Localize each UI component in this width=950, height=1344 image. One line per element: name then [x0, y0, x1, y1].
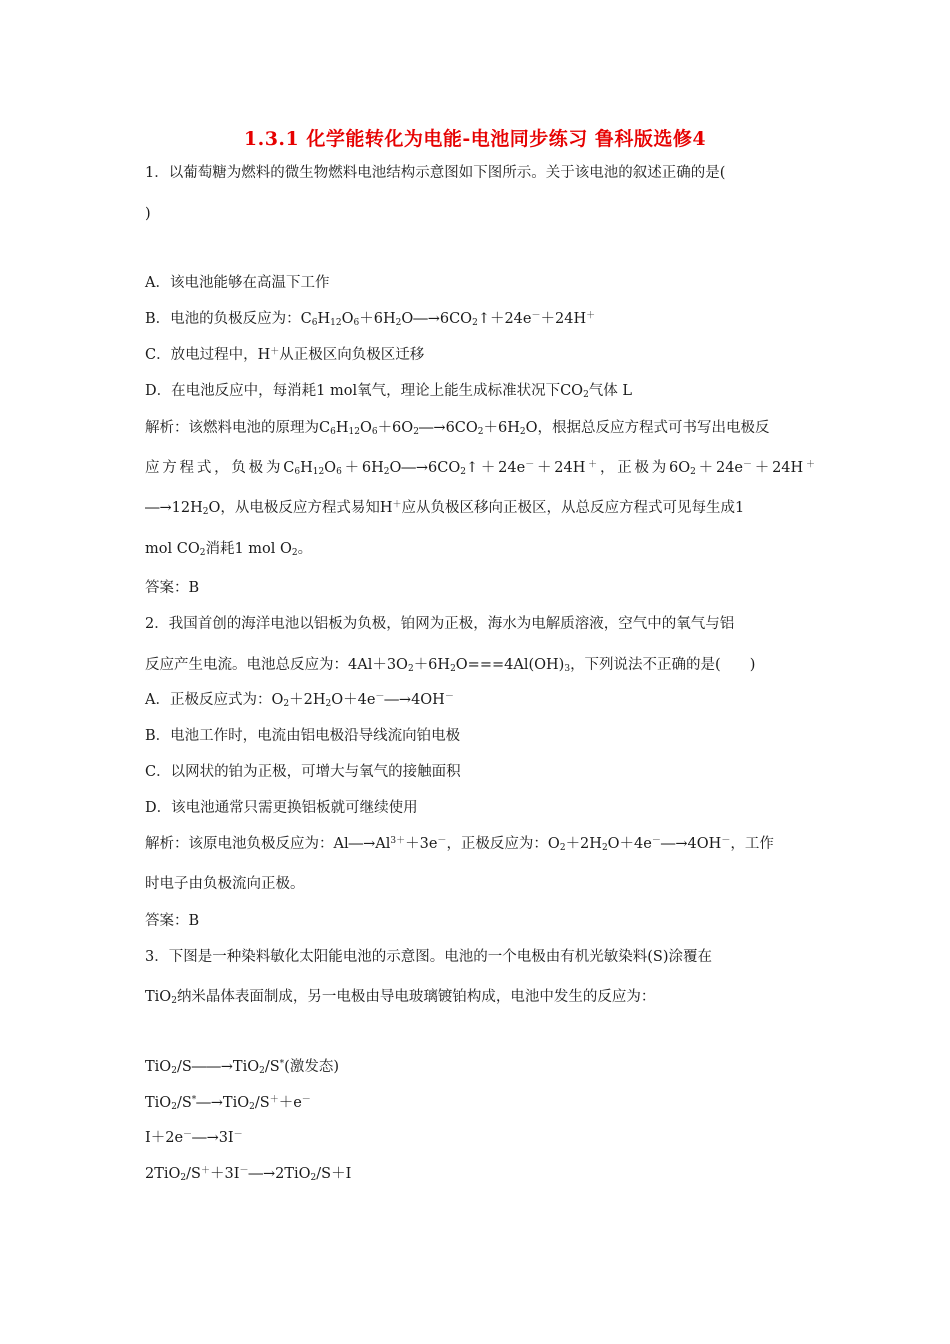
- page-title: 1.3.1 化学能转化为电能-电池同步练习 鲁科版选修4: [243, 128, 707, 150]
- q3-stem-line1: 3．下图是一种染料敏化太阳能电池的示意图。电池的一个电极由有机光敏染料(S)涂覆在: [145, 949, 712, 965]
- q2-analysis-line1: 解析：该原电池负极反应为：$Al―\to Al^{3+}+3e^-$，正极反应为：$O_2+2H_2O+4e^-―\to 4OH^-$，工作: [145, 836, 774, 853]
- q1-option-a: A．该电池能够在高温下工作: [145, 275, 330, 291]
- q3-reaction-4: 2TiO$_2$/S＋＋3I－―→2TiO$_2$/S＋I: [145, 1166, 352, 1183]
- q1-analysis-line2: 应方程式，负极为$C_6H_{12}O_6+6H_2O―\to 6CO_2↑+24e^-+24H^+$，正极为$6O_2+24e^-+24H^+$: [145, 460, 815, 477]
- q1-analysis-line4: mol $CO_2$消耗1 mol $O_2$。: [145, 541, 313, 558]
- q1-stem-line2: ): [145, 206, 151, 222]
- q1-analysis-line1: 解析：该燃料电池的原理为$C_6H_{12}O_6+6O_2―\to 6CO_2+6H_2O$，根据总反应方程式可书写出电极反: [145, 420, 770, 437]
- q3-stem-line2: TiO$_2$纳米晶体表面制成，另一电极由导电玻璃镀铂构成，电池中发生的反应为：: [145, 989, 656, 1006]
- q1-analysis-line3: $―\to 12H_2O$，从电极反应方程式易知H＋应从负极区移向正极区，从总反应方程式可见每生成1: [145, 500, 745, 517]
- q2-answer: 答案：B: [145, 913, 200, 929]
- q1-option-b: B．电池的负极反应为：$C_6H_{12}O_6+6H_2O―\to 6CO_2↑+24e^-+24H^+$: [145, 311, 596, 328]
- q3-reaction-2: TiO$_2$/S*―→TiO$_2$/S＋＋e－: [145, 1095, 311, 1112]
- q1-stem-line1: 1．以葡萄糖为燃料的微生物燃料电池结构示意图如下图所示。关于该电池的叙述正确的是(: [145, 165, 726, 181]
- q1-option-c: C．放电过程中，H＋从正极区向负极区迁移: [145, 347, 425, 363]
- q1-option-d: D．在电池反应中，每消耗1 mol氧气，理论上能生成标准状况下$CO_2$气体 L: [145, 383, 633, 400]
- q3-reaction-3: I＋2e－―→3I－: [145, 1130, 243, 1146]
- q2-option-c: C．以网状的铂为正极，可增大与氧气的接触面积: [145, 764, 461, 780]
- q2-option-a: A．正极反应式为：$O_2+2H_2O+4e^-―\to 4OH^-$: [145, 692, 454, 709]
- q2-option-b: B．电池工作时，电流由铝电极沿导线流向铂电极: [145, 728, 461, 744]
- q2-stem-line2: 反应产生电流。电池总反应为：$4Al+3O_2+6H_2O===4Al(OH)_3$，下列说法不正确的是( ): [145, 657, 756, 674]
- q3-reaction-1: TiO$_2$/S――→TiO$_2$/S*(激发态): [145, 1059, 339, 1076]
- q2-option-d: D．该电池通常只需更换铝板就可继续使用: [145, 800, 418, 816]
- q1-answer: 答案：B: [145, 580, 200, 596]
- q2-stem-line1: 2．我国首创的海洋电池以铝板为负极，铂网为正极，海水为电解质溶液，空气中的氧气与铝: [145, 616, 735, 632]
- q2-analysis-line2: 时电子由负极流向正极。: [145, 876, 305, 892]
